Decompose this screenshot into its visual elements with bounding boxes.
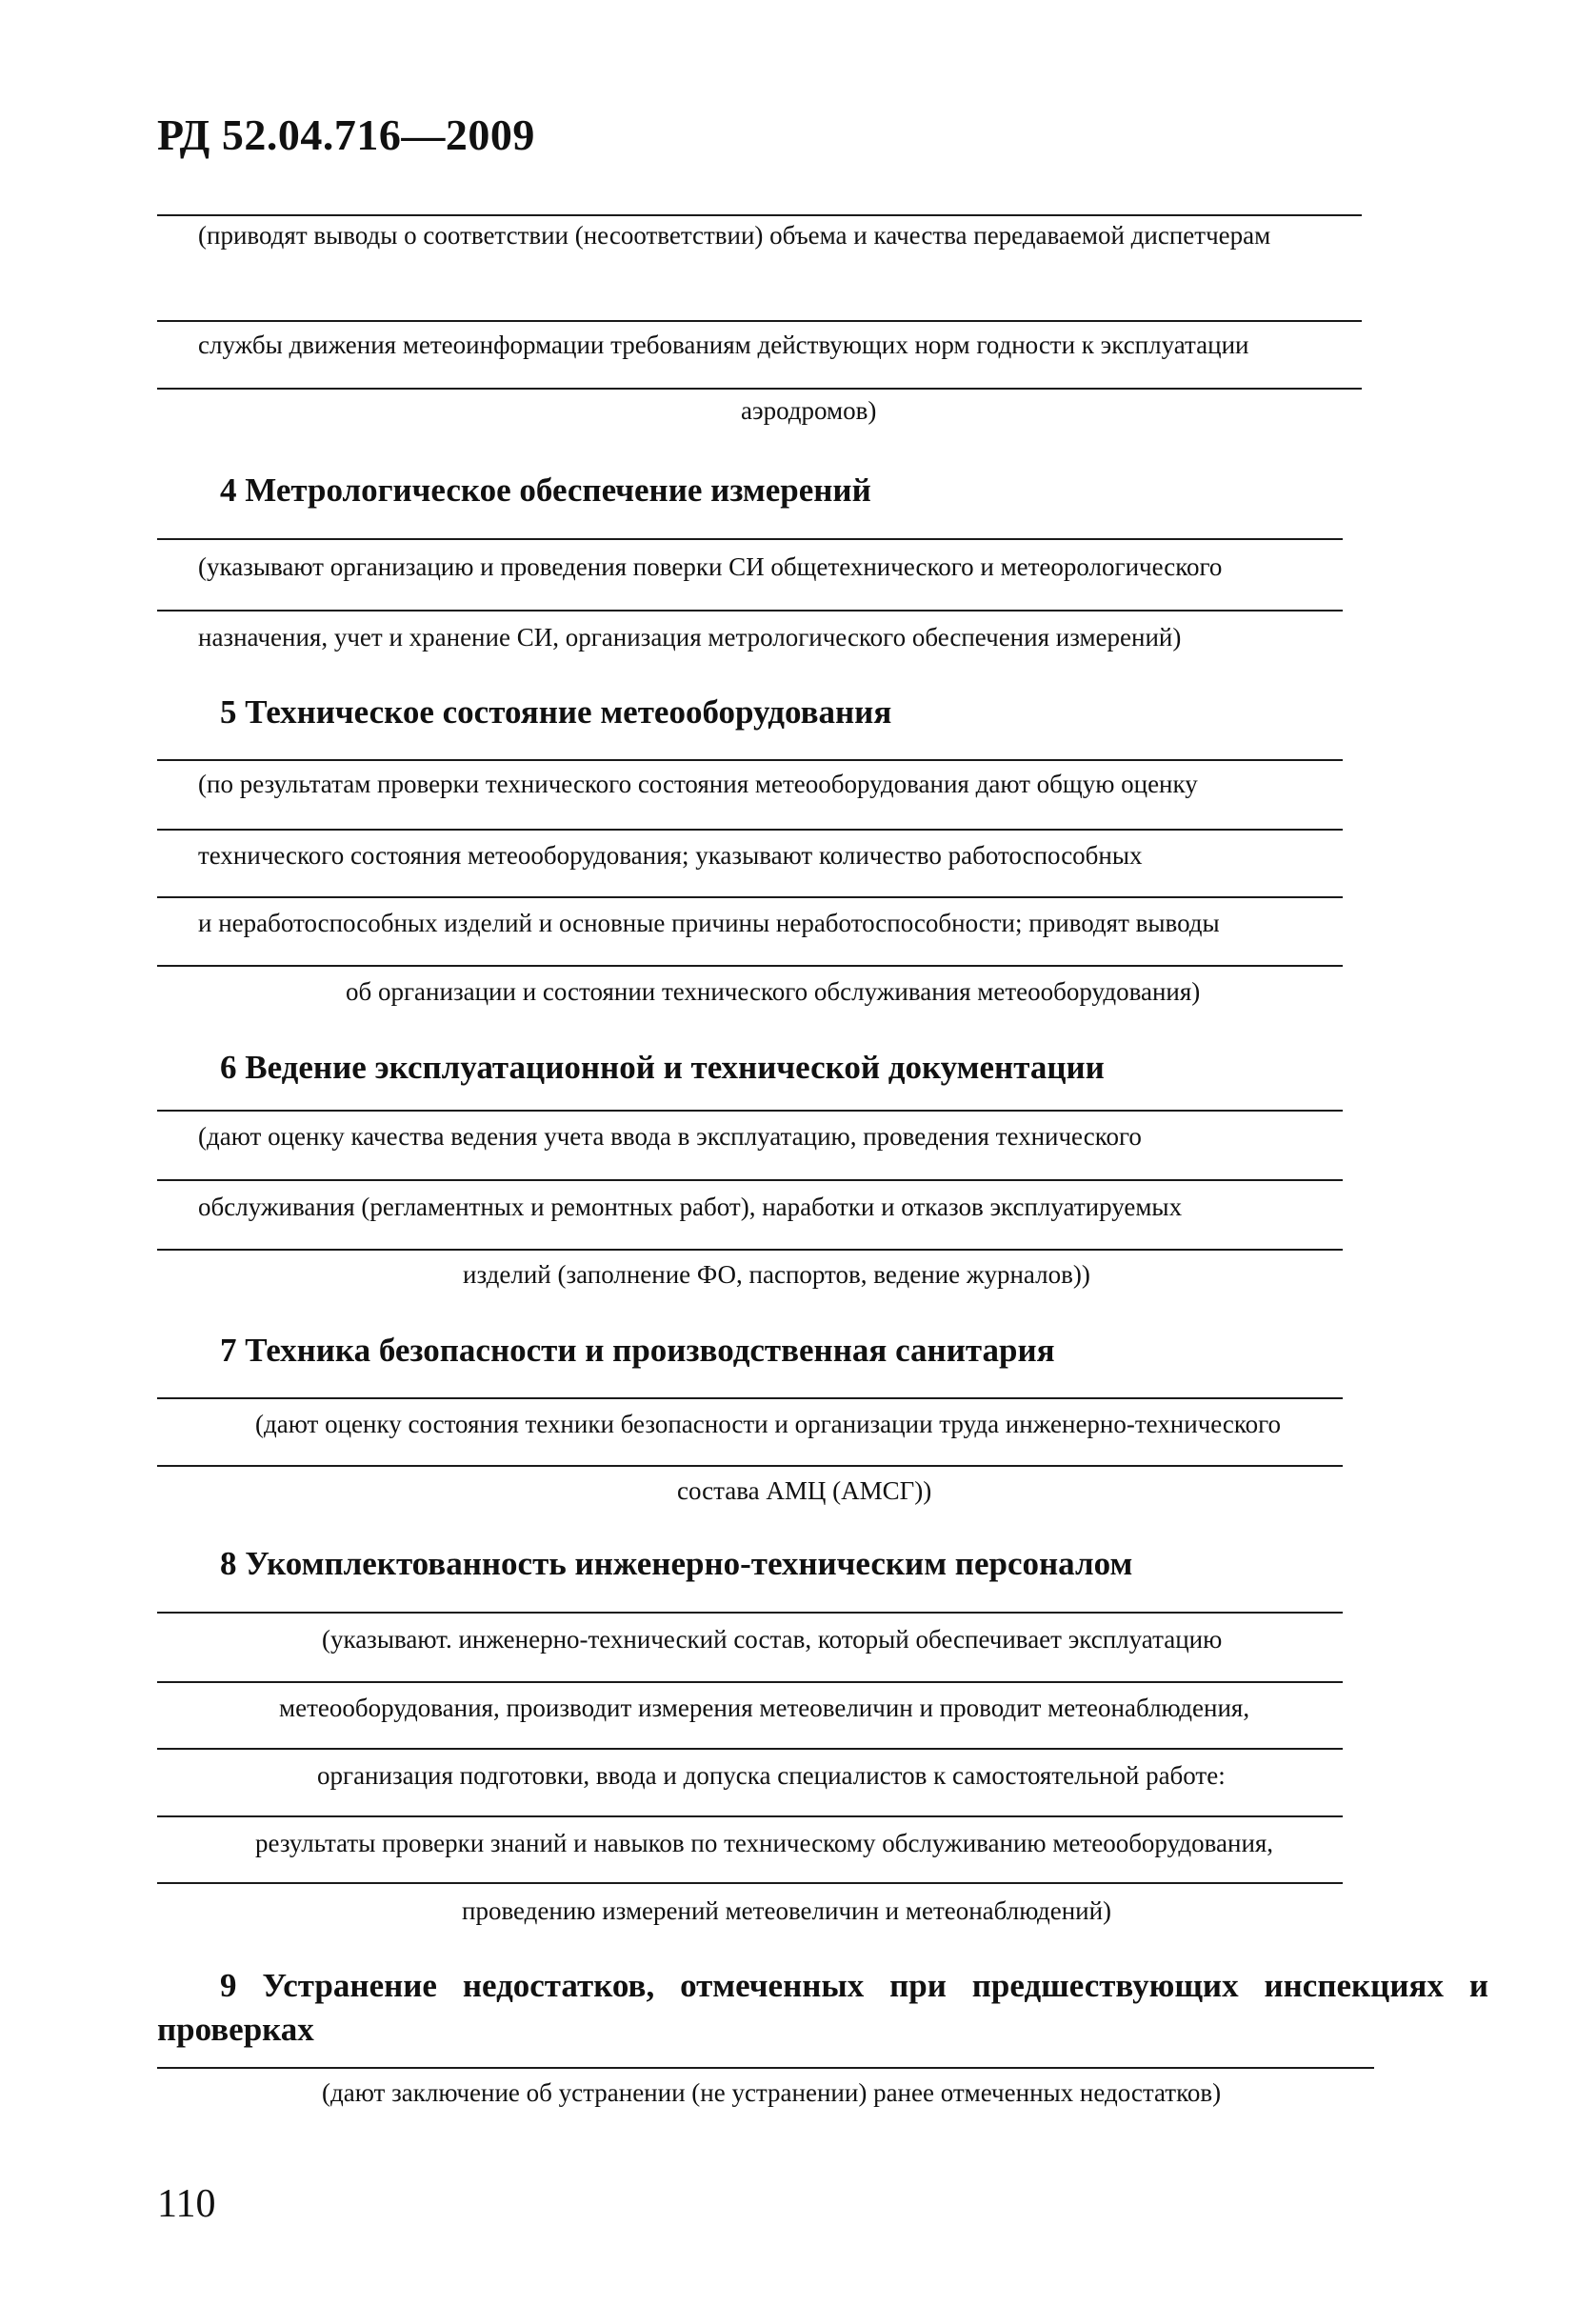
- section6-note-line-1: (дают оценку качества ведения учета ввода в эксплуатацию, проведения технического: [198, 1122, 1142, 1151]
- fill-in-line: [157, 610, 1343, 612]
- fill-in-line: [157, 1465, 1343, 1467]
- section3-note-line-1: (приводят выводы о соответствии (несоответствии) объема и качества передаваемой диспетчерам: [198, 221, 1271, 250]
- section6-note-line-3: изделий (заполнение ФО, паспортов, ведение журналов)): [463, 1260, 1090, 1289]
- section9-heading: [157, 1964, 1488, 2052]
- section5-note-line-1: (по результатам проверки технического состояния метеооборудования дают общую оценку: [198, 770, 1198, 798]
- section7-note-line-2: состава АМЦ (АМСГ)): [677, 1476, 932, 1505]
- fill-in-line: [157, 896, 1343, 898]
- fill-in-line: [157, 1397, 1343, 1399]
- section8-heading: 8 Укомплектованность инженерно-техническим персоналом: [220, 1545, 1133, 1582]
- section9-heading-line-1: 9 Устранение недостатков, отмеченных при предшествующих инспекциях и: [220, 1967, 1488, 2004]
- fill-in-line: [157, 1681, 1343, 1683]
- fill-in-line: [157, 1815, 1343, 1817]
- fill-in-line: [157, 214, 1362, 216]
- section3-note-line-2: службы движения метеоинформации требованиям действующих норм годности к эксплуатации: [198, 331, 1249, 359]
- section4-heading: 4 Метрологическое обеспечение измерений: [220, 471, 871, 509]
- fill-in-line: [157, 1748, 1343, 1750]
- fill-in-line: [157, 1249, 1343, 1251]
- document-code: РД 52.04.716—2009: [157, 110, 535, 159]
- section8-note-line-4: результаты проверки знаний и навыков по техническому обслуживанию метеооборудования,: [255, 1829, 1274, 1857]
- section3-note-line-3: аэродромов): [741, 396, 877, 425]
- fill-in-line: [157, 965, 1343, 967]
- fill-in-line: [157, 320, 1362, 322]
- fill-in-line: [157, 1110, 1343, 1112]
- section4-note-line-1: (указывают организацию и проведения поверки СИ общетехнического и метеорологического: [198, 552, 1223, 581]
- section8-note-line-2: метеооборудования, производит измерения метеовеличин и проводит метеонаблюдения,: [279, 1694, 1250, 1722]
- section5-note-line-3: и неработоспособных изделий и основные причины неработоспособности; приводят выводы: [198, 909, 1220, 937]
- section4-note-line-2: назначения, учет и хранение СИ, организация метрологического обеспечения измерений): [198, 623, 1182, 652]
- section8-note-line-5: проведению измерений метеовеличин и метеонаблюдений): [462, 1896, 1112, 1925]
- fill-in-line: [157, 1179, 1343, 1181]
- section7-heading: 7 Техника безопасности и производственная санитария: [220, 1332, 1055, 1369]
- fill-in-line: [157, 2067, 1374, 2069]
- section8-note-line-1: (указывают. инженерно-технический состав, который обеспечивает эксплуатацию: [322, 1625, 1223, 1654]
- fill-in-line: [157, 1612, 1343, 1614]
- fill-in-line: [157, 759, 1343, 761]
- section7-note-line-1: (дают оценку состояния техники безопасности и организации труда инженерно-технического: [255, 1410, 1282, 1438]
- section6-note-line-2: обслуживания (регламентных и ремонтных работ), наработки и отказов эксплуатируемых: [198, 1193, 1183, 1221]
- section9-note-line-1: (дают заключение об устранении (не устранении) ранее отмеченных недостатков): [322, 2078, 1222, 2107]
- section5-note-line-4: об организации и состоянии технического обслуживания метеооборудования): [346, 977, 1201, 1006]
- section5-note-line-2: технического состояния метеооборудования; указывают количество работоспособных: [198, 841, 1143, 870]
- fill-in-line: [157, 538, 1343, 540]
- section5-heading: 5 Техническое состояние метеооборудования: [220, 693, 892, 731]
- fill-in-line: [157, 1882, 1343, 1884]
- section9-heading-line-2: проверках: [157, 2011, 314, 2048]
- section6-heading: 6 Ведение эксплуатационной и технической документации: [220, 1049, 1105, 1086]
- section8-note-line-3: организация подготовки, ввода и допуска специалистов к самостоятельной работе:: [317, 1761, 1226, 1790]
- fill-in-line: [157, 829, 1343, 831]
- page-number: 110: [157, 2182, 216, 2226]
- fill-in-line: [157, 388, 1362, 390]
